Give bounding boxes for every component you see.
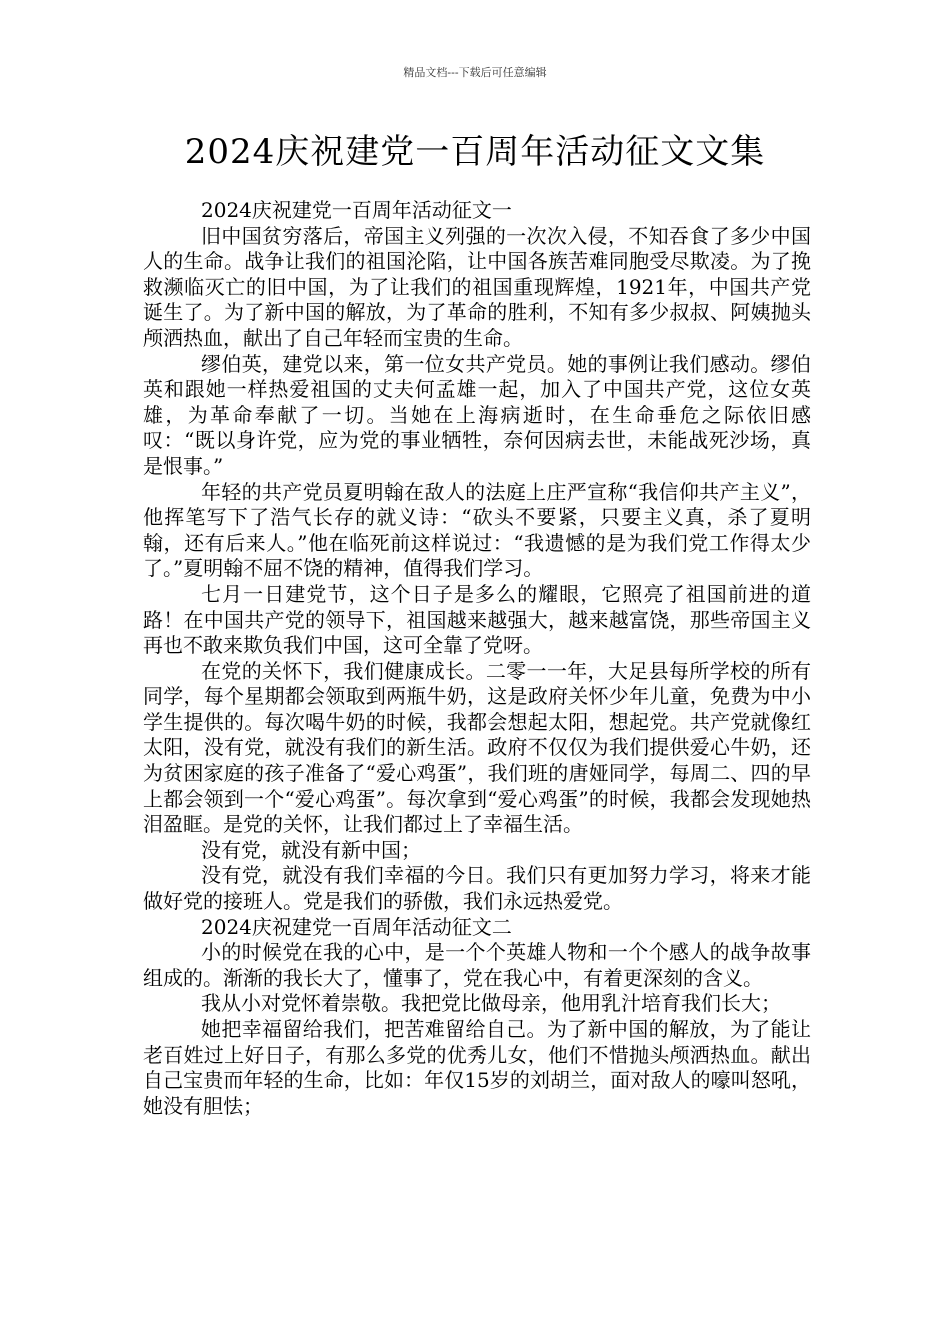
paragraph: 我从小对党怀着崇敬。我把党比做母亲，他用乳汁培育我们长大；	[201, 991, 781, 1016]
essay-heading-2: 2024庆祝建党一百周年活动征文二	[201, 914, 512, 939]
paragraph: 没有党，就没有新中国；	[201, 837, 421, 862]
paragraph: 没有党，就没有我们幸福的今日。我们只有更加努力学习，将来才能做好党的接班人。党是我们的骄傲，我们永远热爱党。	[143, 863, 811, 914]
paragraph: 她把幸福留给我们，把苦难留给自己。为了新中国的解放，为了能让老百姓过上好日子，有那么多党的优秀儿女，他们不惜抛头颅洒热血。献出自己宝贵而年轻的生命，比如：年仅15岁的刘胡兰，面对敌人的嚎叫怒吼，她没有胆怯；	[143, 1017, 811, 1118]
paragraph: 小的时候党在我的心中，是一个个英雄人物和一个个感人的战争故事组成的。渐渐的我长大了，懂事了，党在我心中，有着更深刻的含义。	[143, 940, 811, 990]
essay-heading-1: 2024庆祝建党一百周年活动征文一	[201, 198, 512, 222]
paragraph: 旧中国贫穷落后，帝国主义列强的一次次入侵，不知吞食了多少中国人的生命。战争让我们的祖国沦陷，让中国各族苦难同胞受尽欺凌。为了挽救濒临灭亡的旧中国，为了让我们的祖国重现辉煌，1921年，中国共产党诞生了。为了新中国的解放，为了革命的胜利，不知有多少叔叔、阿姨抛头颅洒热血，献出了自己年轻而宝贵的生命。	[143, 223, 811, 350]
paragraph: 七月一日建党节，这个日子是多么的耀眼，它照亮了祖国前进的道路！在中国共产党的领导下，祖国越来越强大，越来越富饶，那些帝国主义再也不敢来欺负我们中国，这可全靠了党呀。	[143, 581, 811, 658]
paragraph: 缪伯英，建党以来，第一位女共产党员。她的事例让我们感动。缪伯英和跟她一样热爱祖国的丈夫何孟雄一起，加入了中国共产党，这位女英雄，为革命奉献了一切。当她在上海病逝时，在生命垂危之际依旧感叹：“既以身许党，应为党的事业牺牲，奈何因病去世，未能战死沙场，真是恨事。”	[143, 351, 811, 478]
document-body	[143, 198, 811, 1119]
document-title: 2024庆祝建党一百周年活动征文文集	[184, 132, 766, 172]
paragraph: 年轻的共产党员夏明翰在敌人的法庭上庄严宣称“我信仰共产主义”，他挥笔写下了浩气长存的就义诗：“砍头不要紧，只要主义真，杀了夏明翰，还有后来人。”他在临死前这样说过：“我遗憾的是为我们党工作得太少了。”夏明翰不屈不饶的精神，值得我们学习。	[143, 479, 811, 581]
paragraph: 在党的关怀下，我们健康成长。二零一一年，大足县每所学校的所有同学，每个星期都会领取到两瓶牛奶，这是政府关怀少年儿童，免费为中小学生提供的。每次喝牛奶的时候，我都会想起太阳，想起党。共产党就像红太阳，没有党，就没有我们的新生活。政府不仅仅为我们提供爱心牛奶，还为贫困家庭的孩子准备了“爱心鸡蛋”，我们班的唐娅同学，每周二、四的早上都会领到一个“爱心鸡蛋”。每次拿到“爱心鸡蛋”的时候，我都会发现她热泪盈眶。是党的关怀，让我们都过上了幸福生活。	[143, 658, 811, 837]
header-note: 精品文档---下载后可任意编辑	[403, 66, 547, 79]
